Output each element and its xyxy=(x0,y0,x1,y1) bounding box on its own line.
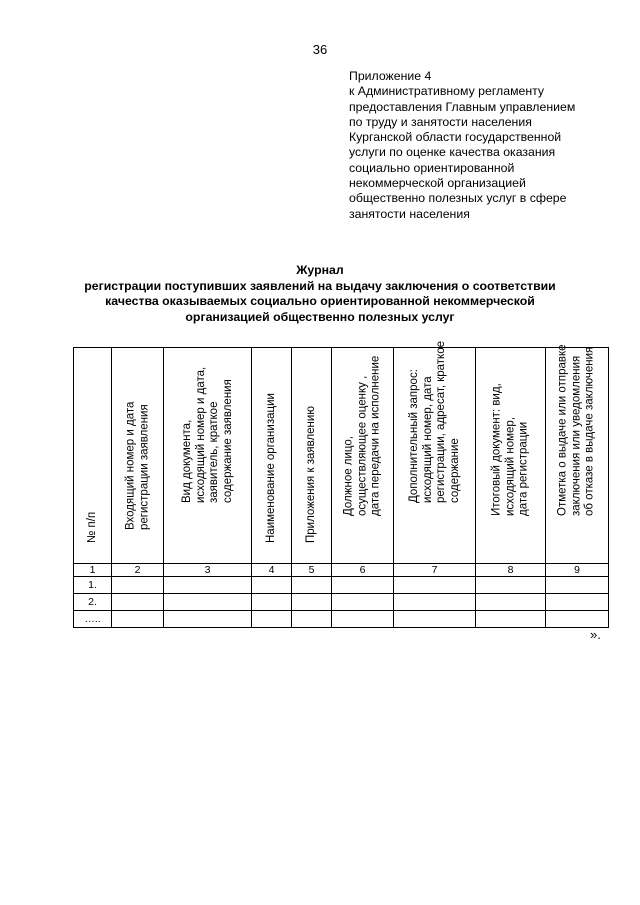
journal-title-line: качества оказываемых социально ориентированной некоммерческой xyxy=(105,294,535,308)
row-number: 1. xyxy=(74,577,112,594)
appendix-line: по труду и занятости населения xyxy=(349,114,532,129)
table-cell xyxy=(394,594,476,611)
header-cell xyxy=(112,348,164,564)
table-row xyxy=(74,577,609,594)
table-cell xyxy=(546,577,609,594)
header-text: содержание xyxy=(448,437,461,503)
header-text: Наименование организации xyxy=(264,393,277,544)
column-number: 6 xyxy=(332,564,394,577)
header-text: регистрации заявления xyxy=(137,404,150,530)
table-cell xyxy=(394,611,476,628)
table-cell xyxy=(252,611,292,628)
journal-title-line: Журнал xyxy=(296,263,344,277)
table-cell xyxy=(476,594,546,611)
appendix-line: Курганской области государственной xyxy=(349,130,562,145)
column-number-row xyxy=(74,564,609,577)
table-cell xyxy=(476,611,546,628)
table-cell xyxy=(164,577,252,594)
appendix-line: услуги по оценке качества оказания xyxy=(349,145,556,160)
table-cell xyxy=(292,594,332,611)
journal-title xyxy=(0,263,640,325)
header-text: Вид документа, xyxy=(180,419,193,503)
journal-table xyxy=(73,340,609,628)
appendix-line: общественно полезных услуг в сфере xyxy=(349,191,567,206)
header-text: содержание заявления xyxy=(221,378,234,503)
closing-quote: ». xyxy=(590,627,601,642)
column-number: 8 xyxy=(476,564,546,577)
table-cell xyxy=(164,611,252,628)
table-cell xyxy=(112,594,164,611)
header-text: Дополнительный запрос: xyxy=(407,368,420,503)
journal-title-line: организацией общественно полезных услуг xyxy=(185,309,455,324)
header-text: Итоговый документ: вид, xyxy=(490,383,503,517)
appendix-block xyxy=(349,69,609,222)
header-cell xyxy=(332,348,394,564)
header-text: дата передачи на исполнение xyxy=(369,355,382,517)
header-cell xyxy=(164,348,252,564)
header-cell xyxy=(546,344,609,564)
table-cell xyxy=(112,577,164,594)
header-text: осуществляющее оценку , xyxy=(355,375,368,517)
table-cell xyxy=(292,577,332,594)
column-number: 2 xyxy=(112,564,164,577)
table-cell xyxy=(252,577,292,594)
column-number: 7 xyxy=(394,564,476,577)
journal-title-line: регистрации поступивших заявлений на выдачу заключения о соответствии xyxy=(84,278,556,293)
appendix-line: к Административному регламенту xyxy=(349,84,545,99)
column-number: 4 xyxy=(252,564,292,577)
row-number: ….. xyxy=(74,611,112,628)
header-text: об отказе в выдаче заключения xyxy=(583,346,596,517)
header-cell xyxy=(394,340,476,564)
table-cell xyxy=(332,577,394,594)
header-text: исходящий номер, xyxy=(503,417,516,517)
appendix-line: социально ориентированной xyxy=(349,160,515,175)
header-cell xyxy=(74,348,112,564)
page-number: 36 xyxy=(312,42,328,57)
table-cell xyxy=(112,611,164,628)
appendix-line: некоммерческой организацией xyxy=(349,176,526,191)
table-cell xyxy=(546,594,609,611)
header-text: исходящий номер, дата xyxy=(420,376,433,503)
appendix-line: Приложение 4 xyxy=(349,69,432,83)
header-cell xyxy=(292,348,332,564)
table-row xyxy=(74,594,609,611)
column-number: 9 xyxy=(546,564,609,577)
row-number: 2. xyxy=(74,594,112,611)
header-row xyxy=(74,348,609,564)
table-row xyxy=(74,611,609,628)
header-text: Входящий номер и дата xyxy=(123,401,136,530)
column-number: 5 xyxy=(292,564,332,577)
column-number: 1 xyxy=(74,564,112,577)
table-cell xyxy=(292,611,332,628)
header-text: исходящий номер и дата, xyxy=(193,366,206,503)
column-number: 3 xyxy=(164,564,252,577)
table-cell xyxy=(332,594,394,611)
appendix-line: предоставления Главным управлением xyxy=(349,99,576,114)
header-cell xyxy=(252,348,292,564)
table-cell xyxy=(476,577,546,594)
table-cell xyxy=(164,594,252,611)
header-text: Отметка о выдаче или отправке xyxy=(556,344,569,517)
table-cell xyxy=(394,577,476,594)
table-cell xyxy=(546,611,609,628)
header-text: дата регистрации xyxy=(517,421,530,517)
header-text: заявитель, краткое xyxy=(207,401,220,503)
table-cell xyxy=(252,594,292,611)
header-text: регистрации, адресат, краткое xyxy=(434,340,447,503)
appendix-line: занятости населения xyxy=(349,206,470,221)
table-cell xyxy=(332,611,394,628)
header-text: Приложения к заявлению xyxy=(304,406,317,544)
header-cell xyxy=(476,348,546,564)
header-text: № п/п xyxy=(85,512,98,544)
header-text: Должное лицо, xyxy=(342,436,355,517)
header-text: заключения или уведомления xyxy=(570,355,583,517)
